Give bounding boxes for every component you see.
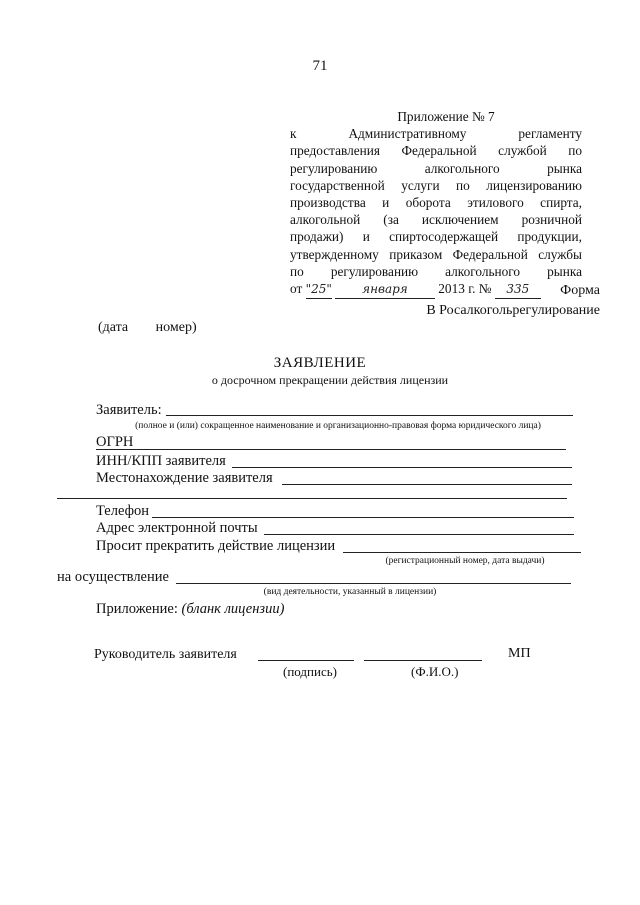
document-subtitle: о досрочном прекращении действия лицензии bbox=[211, 373, 449, 387]
inn-kpp-field[interactable] bbox=[232, 467, 572, 468]
date-number-label: (дата номер) bbox=[98, 320, 197, 335]
order-date-line bbox=[290, 280, 582, 299]
ogrn-label: ОГРН bbox=[96, 434, 134, 450]
appendix-title: Приложение № 7 bbox=[397, 109, 495, 124]
appendix-line: государственной услуги по лицензированию bbox=[290, 177, 582, 193]
signature-hint: (подпись) bbox=[283, 664, 337, 679]
page-number: 71 bbox=[312, 58, 328, 74]
handwritten-order-number: 335 bbox=[495, 281, 541, 299]
location-field[interactable] bbox=[282, 484, 572, 485]
date-year: 2013 г. № bbox=[438, 281, 492, 297]
terminate-license-hint: (регистрационный номер, дата выдачи) bbox=[385, 556, 545, 566]
location-label: Местонахождение заявителя bbox=[96, 470, 273, 486]
inn-kpp-label: ИНН/КПП заявителя bbox=[96, 453, 226, 469]
head-of-applicant-label: Руководитель заявителя bbox=[94, 647, 237, 662]
appendix-line: алкогольной (за исключением розничной bbox=[290, 212, 582, 228]
applicant-field[interactable] bbox=[166, 415, 573, 416]
activity-field[interactable] bbox=[176, 583, 571, 584]
appendix-line: утвержденному приказом Федеральной службы bbox=[290, 246, 582, 262]
ogrn-field[interactable] bbox=[96, 449, 566, 450]
attachment-value: (бланк лицензии) bbox=[181, 601, 285, 617]
full-name-field[interactable] bbox=[364, 660, 482, 661]
handwritten-month: января bbox=[335, 281, 435, 299]
document-title: ЗАЯВЛЕНИЕ bbox=[273, 355, 367, 371]
form-label: Форма bbox=[560, 283, 600, 298]
appendix-line: предоставления Федеральной службой по bbox=[290, 143, 582, 159]
attachment-label: Приложение: bbox=[96, 601, 178, 617]
full-name-hint: (Ф.И.О.) bbox=[411, 664, 459, 679]
stamp-label: МП bbox=[508, 646, 531, 661]
appendix-line: к Административному регламенту bbox=[290, 126, 582, 142]
phone-label: Телефон bbox=[96, 503, 149, 519]
phone-field[interactable] bbox=[152, 517, 574, 518]
terminate-license-label: Просит прекратить действие лицензии bbox=[96, 538, 336, 554]
appendix-line: производства и оборота этилового спирта, bbox=[290, 195, 582, 211]
email-field[interactable] bbox=[264, 534, 574, 535]
applicant-label: Заявитель: bbox=[96, 402, 162, 418]
activity-hint: (вид деятельности, указанный в лицензии) bbox=[263, 587, 437, 597]
appendix-line: регулированию алкогольного рынка bbox=[290, 160, 582, 176]
recipient: В Росалкогольрегулирование bbox=[426, 303, 600, 318]
appendix-line: продажи) и спиртосодержащей продукции, bbox=[290, 229, 582, 245]
location-field-continued[interactable] bbox=[57, 498, 567, 499]
applicant-hint: (полное и (или) сокращенное наименование и организационно-правовая форма юридического лица) bbox=[135, 421, 541, 431]
terminate-license-field[interactable] bbox=[343, 552, 581, 553]
date-prefix: от bbox=[290, 281, 303, 297]
attachment-row bbox=[96, 601, 284, 618]
activity-label: на осуществление bbox=[57, 569, 169, 585]
email-label: Адрес электронной почты bbox=[96, 520, 258, 536]
appendix-block bbox=[290, 108, 582, 299]
handwritten-day: "25" bbox=[306, 281, 332, 299]
signature-field[interactable] bbox=[258, 660, 354, 661]
appendix-line: по регулированию алкогольного рынка bbox=[290, 263, 582, 279]
